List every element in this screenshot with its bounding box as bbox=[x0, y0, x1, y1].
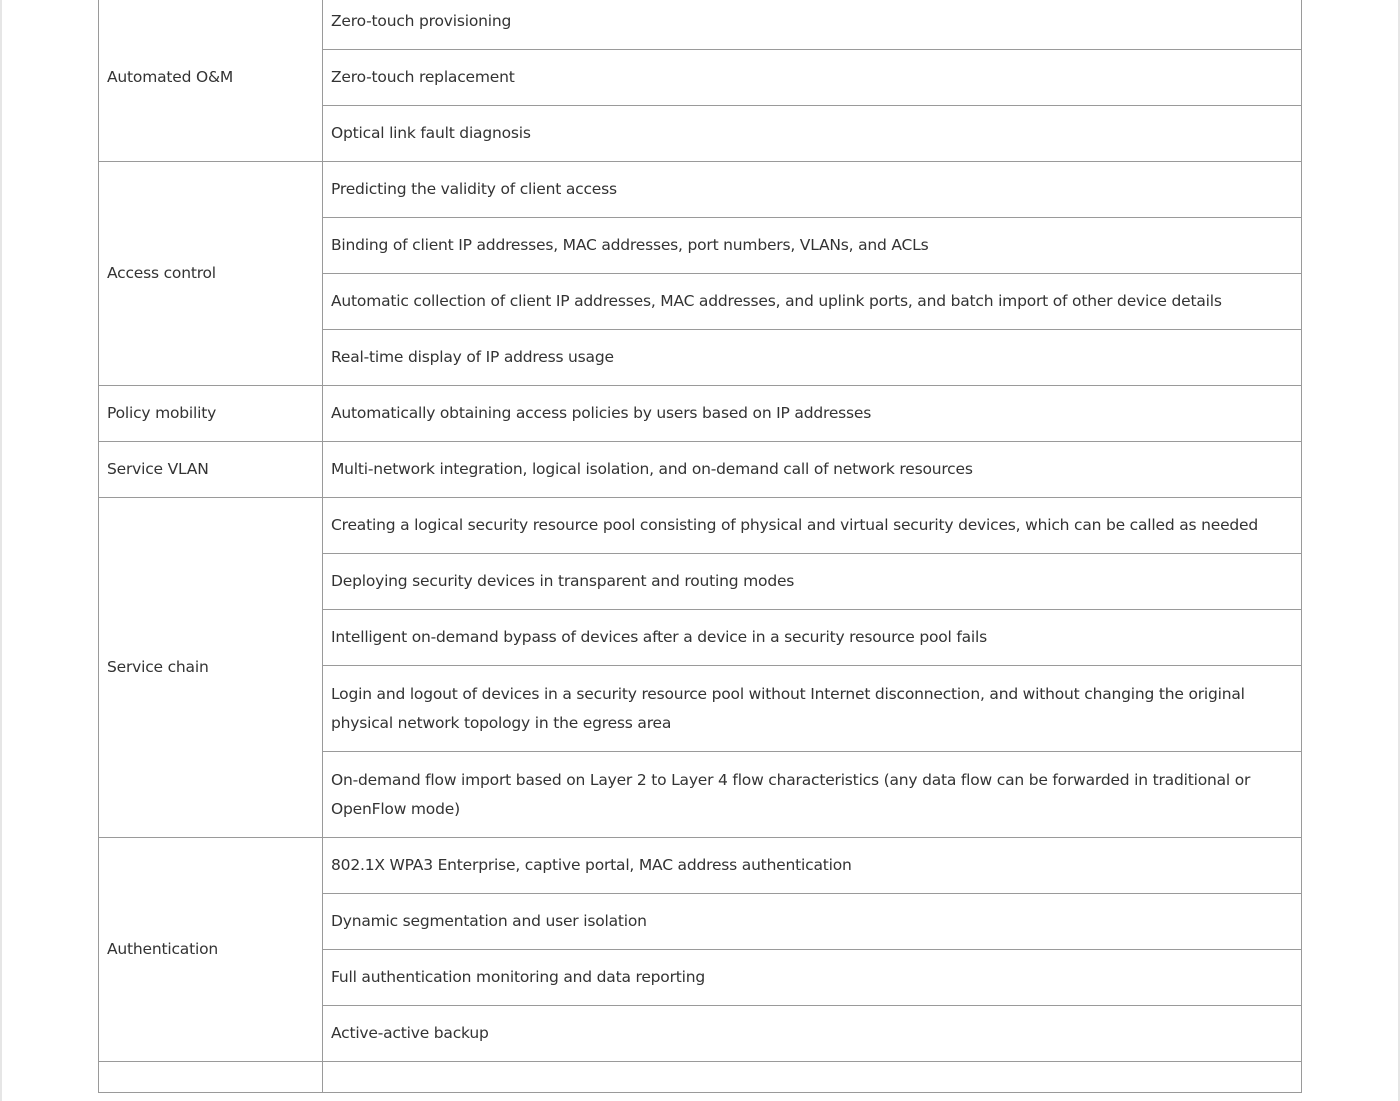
table-row-partial bbox=[99, 1062, 1302, 1093]
feature-cell: Zero-touch provisioning bbox=[323, 0, 1302, 50]
table-row bbox=[99, 498, 1302, 554]
feature-spec-table bbox=[98, 0, 1302, 1093]
feature-cell: Real-time display of IP address usage bbox=[323, 330, 1302, 386]
feature-cell: Multi-network integration, logical isolation, and on-demand call of network resources bbox=[323, 442, 1302, 498]
feature-cell: Creating a logical security resource pool consisting of physical and virtual security devices, which can be called as needed bbox=[323, 498, 1302, 554]
page-edge-left bbox=[0, 0, 2, 1101]
feature-cell: Full authentication monitoring and data reporting bbox=[323, 950, 1302, 1006]
feature-cell: Zero-touch replacement bbox=[323, 50, 1302, 106]
category-cell-service-vlan: Service VLAN bbox=[99, 442, 323, 498]
feature-cell: Binding of client IP addresses, MAC addresses, port numbers, VLANs, and ACLs bbox=[323, 218, 1302, 274]
category-cell-empty bbox=[99, 1062, 323, 1093]
feature-cell: On-demand flow import based on Layer 2 to Layer 4 flow characteristics (any data flow can be forwarded in traditional or OpenFlow mode) bbox=[323, 752, 1302, 838]
category-cell-automated-om: Automated O&M bbox=[99, 0, 323, 162]
feature-cell: Active-active backup bbox=[323, 1006, 1302, 1062]
feature-cell: Predicting the validity of client access bbox=[323, 162, 1302, 218]
feature-cell: Deploying security devices in transparent and routing modes bbox=[323, 554, 1302, 610]
feature-cell: Automatically obtaining access policies by users based on IP addresses bbox=[323, 386, 1302, 442]
feature-cell: Optical link fault diagnosis bbox=[323, 106, 1302, 162]
category-cell-service-chain: Service chain bbox=[99, 498, 323, 838]
feature-cell-empty bbox=[323, 1062, 1302, 1093]
table-row bbox=[99, 0, 1302, 50]
category-cell-authentication: Authentication bbox=[99, 838, 323, 1062]
category-cell-access-control: Access control bbox=[99, 162, 323, 386]
table-row bbox=[99, 838, 1302, 894]
feature-cell: Intelligent on-demand bypass of devices after a device in a security resource pool fails bbox=[323, 610, 1302, 666]
category-cell-policy-mobility: Policy mobility bbox=[99, 386, 323, 442]
feature-cell: 802.1X WPA3 Enterprise, captive portal, MAC address authentication bbox=[323, 838, 1302, 894]
table-row bbox=[99, 442, 1302, 498]
table-row bbox=[99, 386, 1302, 442]
table-row bbox=[99, 162, 1302, 218]
feature-cell: Dynamic segmentation and user isolation bbox=[323, 894, 1302, 950]
feature-cell: Login and logout of devices in a security resource pool without Internet disconnection, and without changing the original physical network topology in the egress area bbox=[323, 666, 1302, 752]
feature-cell: Automatic collection of client IP addresses, MAC addresses, and uplink ports, and batch import of other device details bbox=[323, 274, 1302, 330]
